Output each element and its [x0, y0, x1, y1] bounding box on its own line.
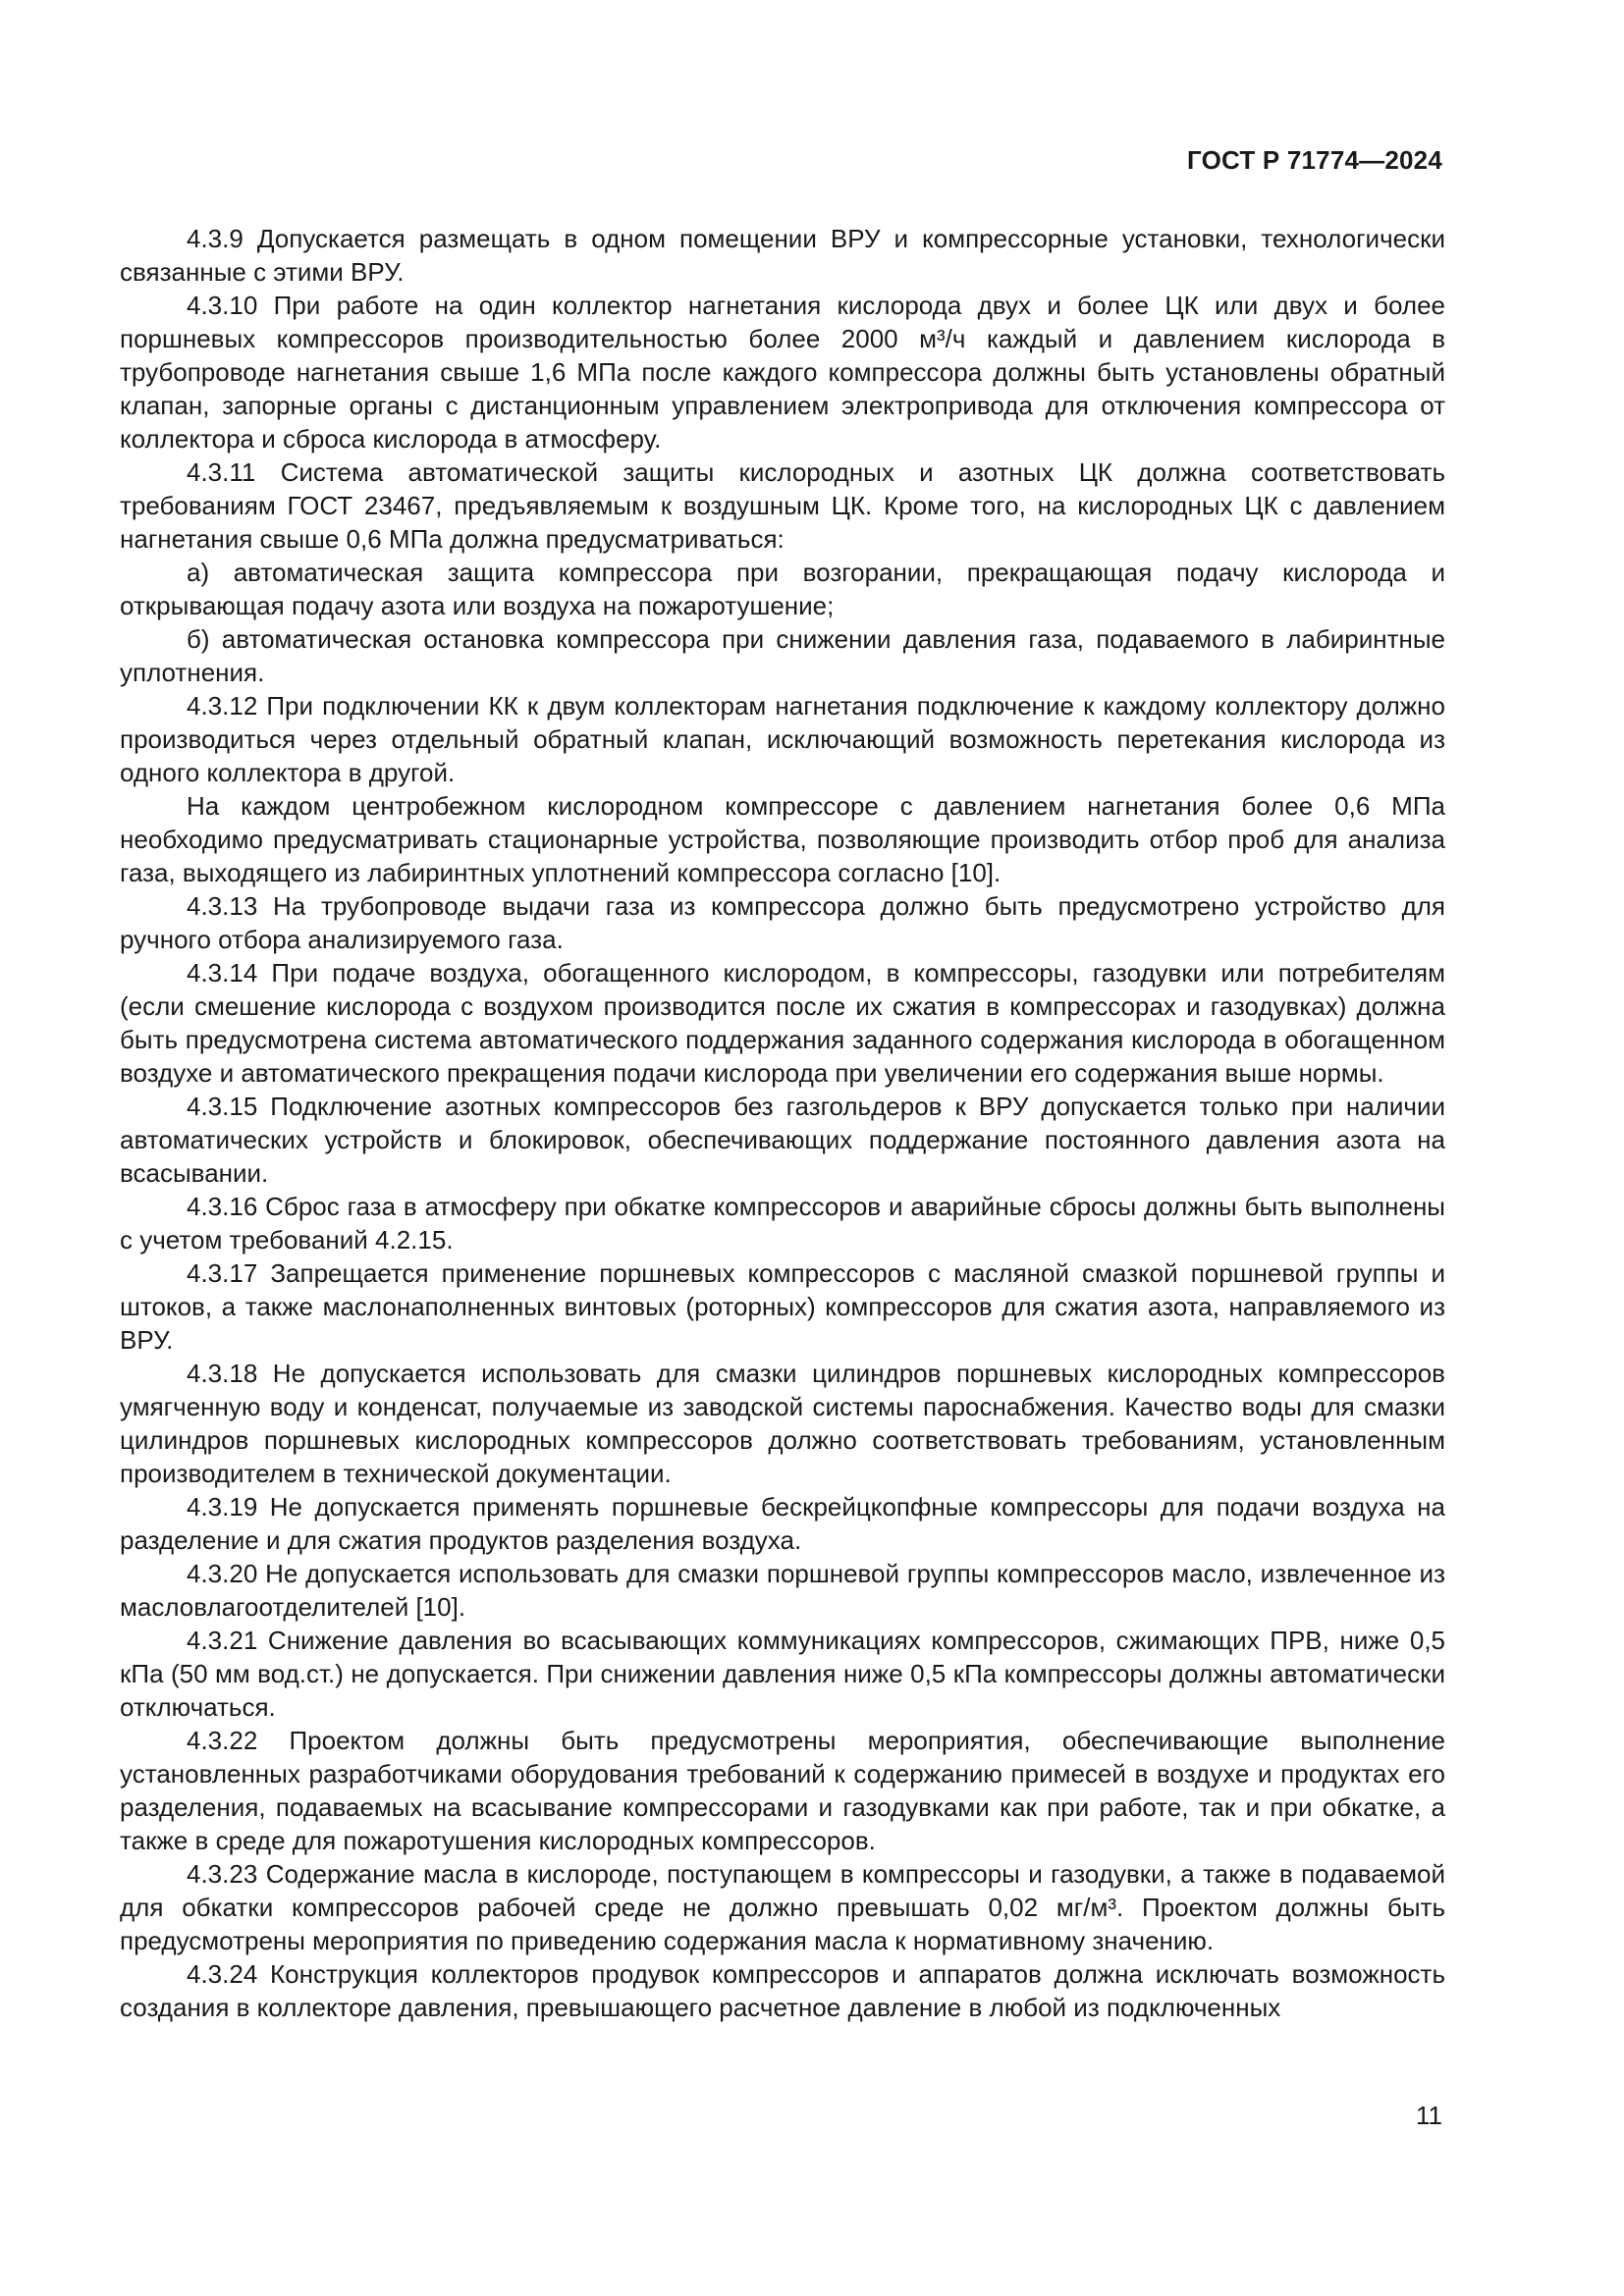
paragraph-4-3-17: 4.3.17 Запрещается применение поршневых компрессоров с масляной смазкой поршневой группы и штоков, а также маслонаполненных винтовых (роторных) компрессоров для сжатия азота, направляемого из ВРУ. [120, 1258, 1445, 1355]
paragraph-4-3-14: 4.3.14 При подаче воздуха, обогащенного кислородом, в компрессоры, газодувки или потребителям (если смешение кислорода с воздухом производится после их сжатия в компрессорах и газодувках) должна быть предусмотрена система автоматического поддержания заданного содержания кислорода в обогащенном воздухе и автоматического прекращения подачи кислорода при увеличении его содержания выше нормы. [120, 958, 1445, 1088]
document-body [120, 222, 1445, 2024]
paragraph-4-3-22: 4.3.22 Проектом должны быть предусмотрены мероприятия, обеспечивающие выполнение установленных разработчиками оборудования требований к содержанию примесей в воздухе и продуктах его разделения, подаваемых на всасывание компрессорами и газодувками как при работе, так и при обкатке, а также в среде для пожаротушения кислородных компрессоров. [120, 1726, 1445, 1855]
paragraph-4-3-24: 4.3.24 Конструкция коллекторов продувок компрессоров и аппаратов должна исключать возможность создания в коллекторе давления, превышающего расчетное давление в любой из подключенных [120, 1959, 1445, 2022]
paragraph-4-3-12: 4.3.12 При подключении КК к двум коллекторам нагнетания подключение к каждому коллектору должно производиться через отдельный обратный клапан, исключающий возможность перетекания кислорода из одного коллектора в другой. [120, 691, 1445, 787]
paragraph-4-3-16: 4.3.16 Сброс газа в атмосферу при обкатке компрессоров и аварийные сбросы должны быть выполнены с учетом требований 4.2.15. [120, 1192, 1445, 1255]
paragraph-4-3-10: 4.3.10 При работе на один коллектор нагнетания кислорода двух и более ЦК или двух и более поршневых компрессоров производительностью более 2000 м³/ч каждый и давлением кислорода в трубопроводе нагнетания свыше 1,6 МПа после каждого компрессора должны быть установлены обратный клапан, запорные органы с дистанционным управлением электропривода для отключения компрессора от коллектора и сброса кислорода в атмосферу. [120, 291, 1445, 454]
paragraph-4-3-21: 4.3.21 Снижение давления во всасывающих коммуникациях компрессоров, сжимающих ПРВ, ниже 0,5 кПа (50 мм вод.ст.) не допускается. При снижении давления ниже 0,5 кПа компрессоры должны автоматически отключаться. [120, 1626, 1445, 1722]
paragraph-4-3-11: 4.3.11 Система автоматической защиты кислородных и азотных ЦК должна соответствовать требованиям ГОСТ 23467, предъявляемым к воздушным ЦК. Кроме того, на кислородных ЦК с давлением нагнетания свыше 0,6 МПа должна предусматриваться: [120, 457, 1445, 554]
paragraph-4-3-12-continued: На каждом центробежном кислородном компрессоре с давлением нагнетания более 0,6 МПа необходимо предусматривать стационарные устройства, позволяющие производить отбор проб для анализа газа, выходящего из лабиринтных уплотнений компрессора согласно [10]. [120, 791, 1445, 887]
list-item-b: б) автоматическая остановка компрессора при снижении давления газа, подаваемого в лабиринтные уплотнения. [120, 624, 1445, 687]
list-item-a: а) автоматическая защита компрессора при возгорании, прекращающая подачу кислорода и открывающая подачу азота или воздуха на пожаротушение; [120, 558, 1445, 620]
paragraph-4-3-13: 4.3.13 На трубопроводе выдачи газа из компрессора должно быть предусмотрено устройство для ручного отбора анализируемого газа. [120, 891, 1445, 954]
page-number: 11 [1416, 2101, 1442, 2130]
paragraph-4-3-15: 4.3.15 Подключение азотных компрессоров без газгольдеров к ВРУ допускается только при наличии автоматических устройств и блокировок, обеспечивающих поддержание постоянного давления азота на всасывании. [120, 1092, 1445, 1188]
standard-designation: ГОСТ Р 71774—2024 [1187, 145, 1442, 175]
paragraph-4-3-23: 4.3.23 Содержание масла в кислороде, поступающем в компрессоры и газодувки, а также в подаваемой для обкатки компрессоров рабочей среде не должно превышать 0,02 мг/м³. Проектом должны быть предусмотрены мероприятия по приведению содержания масла к нормативному значению. [120, 1859, 1445, 1955]
paragraph-4-3-19: 4.3.19 Не допускается применять поршневые бескрейцкопфные компрессоры для подачи воздуха на разделение и для сжатия продуктов разделения воздуха. [120, 1492, 1445, 1555]
paragraph-4-3-9: 4.3.9 Допускается размещать в одном помещении ВРУ и компрессорные установки, технологически связанные с этими ВРУ. [120, 224, 1445, 287]
paragraph-4-3-20: 4.3.20 Не допускается использовать для смазки поршневой группы компрессоров масло, извлеченное из масловлагоотделителей [10]. [120, 1559, 1445, 1622]
paragraph-4-3-18: 4.3.18 Не допускается использовать для смазки цилиндров поршневых кислородных компрессоров умягченную воду и конденсат, получаемые из заводской системы пароснабжения. Качество воды для смазки цилиндров поршневых кислородных компрессоров должно соответствовать требованиям, установленным производителем в технической документации. [120, 1359, 1445, 1488]
